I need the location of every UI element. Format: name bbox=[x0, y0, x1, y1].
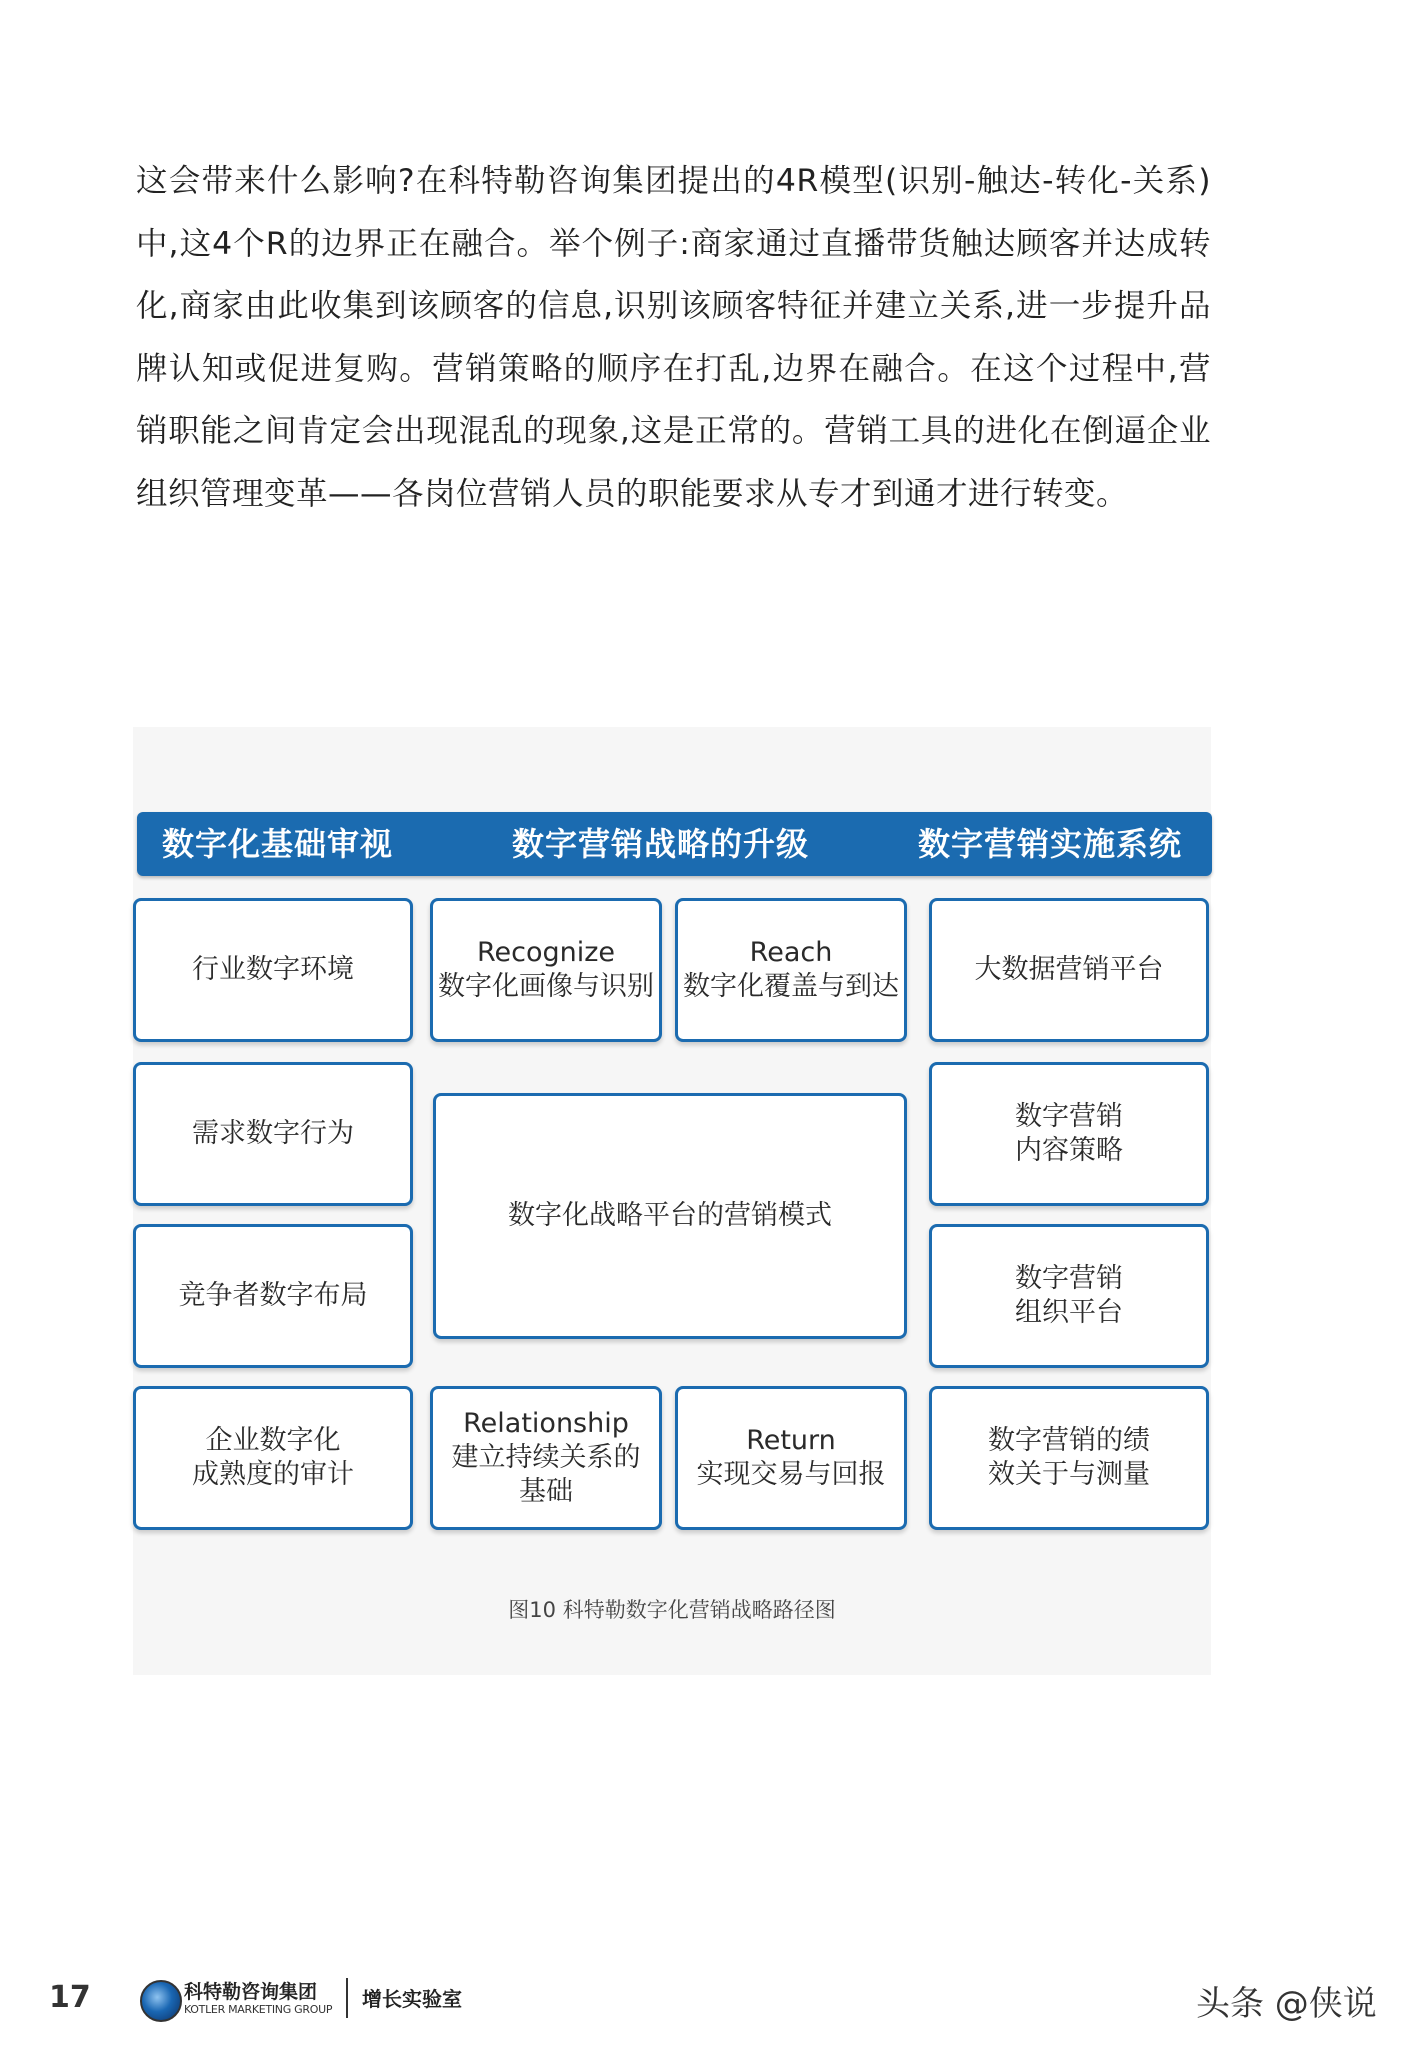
logo-chinese-name: 科特勒咨询集团 bbox=[184, 1981, 318, 2003]
box-label: 需求数字行为 bbox=[192, 1118, 354, 1149]
box-content-strategy bbox=[929, 1062, 1209, 1206]
box-label-cn: 实现交易与回报 bbox=[696, 1459, 886, 1490]
box-big-data-platform bbox=[929, 898, 1209, 1042]
logo-english-name: KOTLER MARKETING GROUP bbox=[184, 2003, 333, 2016]
box-industry-digital-environment bbox=[133, 898, 413, 1042]
box-return bbox=[675, 1386, 907, 1530]
box-label-cn: 数字化覆盖与到达 bbox=[683, 971, 899, 1002]
header-implementation-system: 数字营销实施系统 bbox=[918, 825, 1183, 863]
box-label-line1: 企业数字化 bbox=[205, 1425, 341, 1456]
box-label-line1: 数字营销 bbox=[1015, 1263, 1123, 1294]
box-label-line2: 组织平台 bbox=[1015, 1297, 1123, 1328]
box-label: 行业数字环境 bbox=[192, 954, 354, 985]
box-organization-platform bbox=[929, 1224, 1209, 1368]
box-label-line2: 成熟度的审计 bbox=[192, 1459, 354, 1490]
box-performance-measurement bbox=[929, 1386, 1209, 1530]
box-label: 数字化战略平台的营销模式 bbox=[508, 1200, 832, 1231]
box-enterprise-digital-maturity-audit bbox=[133, 1386, 413, 1530]
header-digital-foundation: 数字化基础审视 bbox=[162, 825, 394, 863]
box-label-en: Return bbox=[746, 1425, 836, 1456]
box-label-line1: 数字营销的绩 bbox=[988, 1425, 1150, 1456]
box-competitor-digital-layout bbox=[133, 1224, 413, 1368]
watermark: 头条 @侠说 bbox=[1196, 1984, 1377, 2024]
box-recognize bbox=[430, 898, 662, 1042]
box-reach bbox=[675, 898, 907, 1042]
footer-divider bbox=[346, 1978, 348, 2018]
box-label-cn-line1: 建立持续关系的 bbox=[451, 1442, 641, 1473]
footer-lab-name: 增长实验室 bbox=[362, 1987, 462, 2011]
box-label-en: Relationship bbox=[463, 1408, 629, 1439]
figure-caption: 图10 科特勒数字化营销战略路径图 bbox=[508, 1598, 836, 1622]
box-label-en: Reach bbox=[749, 937, 833, 968]
box-label: 竞争者数字布局 bbox=[178, 1280, 368, 1311]
body-paragraph bbox=[136, 150, 1211, 525]
box-label: 大数据营销平台 bbox=[974, 954, 1164, 985]
box-relationship bbox=[430, 1386, 662, 1530]
box-label-line2: 效关于与测量 bbox=[988, 1459, 1150, 1490]
box-label-cn-line2: 基础 bbox=[519, 1476, 573, 1507]
box-label-line1: 数字营销 bbox=[1015, 1101, 1123, 1132]
box-strategy-platform-marketing-model bbox=[433, 1093, 907, 1339]
page-number: 17 bbox=[49, 1980, 91, 2015]
paragraph-text: 这会带来什么影响?在科特勒咨询集团提出的4R模型(识别-触达-转化-关系)中,这4个R的边界正在融合。举个例子:商家通过直播带货触达顾客并达成转化,商家由此收集到该顾客的信息,识别该顾客特征并建立关系,进一步提升品牌认知或促进复购。营销策略的顺序在打乱,边界在融合。在这个过程中,营销职能之间肯定会出现混乱的现象,这是正常的。营销工具的进化在倒逼企业组织管理变革——各岗位营销人员的职能要求从专才到通才进行转变。 bbox=[136, 163, 1211, 512]
header-strategy-upgrade: 数字营销战略的升级 bbox=[512, 825, 810, 863]
kotler-logo-icon bbox=[140, 1980, 182, 2022]
box-label-cn: 数字化画像与识别 bbox=[438, 971, 654, 1002]
box-demand-digital-behavior bbox=[133, 1062, 413, 1206]
box-label-en: Recognize bbox=[476, 937, 616, 968]
box-label-line2: 内容策略 bbox=[1015, 1135, 1123, 1166]
